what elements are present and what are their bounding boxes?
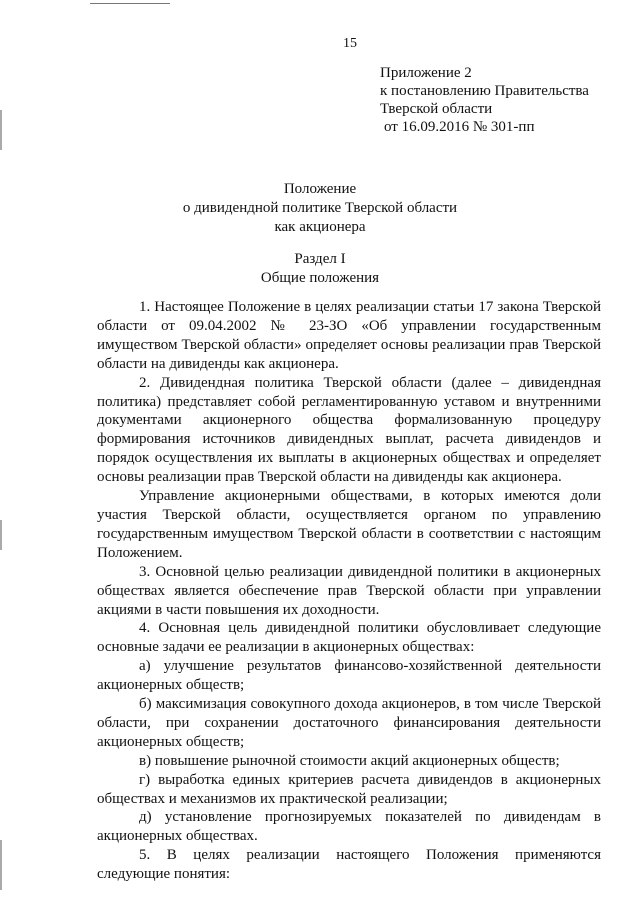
left-edge-mark <box>0 520 2 550</box>
title-line: о дивидендной политике Тверской области <box>182 200 458 216</box>
annex-line: Приложение 2 <box>380 65 472 81</box>
list-item: д) установление прогнозируемых показателей по дивидендам в акционерных обществах. <box>97 809 601 845</box>
title-line: Положение <box>283 181 357 197</box>
paragraph: 3. Основной целью реализации дивидендной политики в акционерных обществах является обеспечение прав Тверской области при управлении акциями в части повышения их доходности. <box>97 563 601 618</box>
left-edge-mark <box>0 110 2 150</box>
title-line: как акционера <box>274 219 366 235</box>
annex-date: от 16.09.2016 № 301-пп <box>384 119 535 135</box>
body-text <box>97 298 601 884</box>
paragraph: 1. Настоящее Положение в целях реализации статьи 17 закона Тверской области от 09.04.2002 № 23-ЗО «Об управлении государственным имуществом Тверской области» определяет основы реализации прав Тверской области на дивиденды как акционера. <box>97 299 601 372</box>
section-heading <box>0 250 640 288</box>
page-number: 15 <box>343 36 357 51</box>
list-item: б) максимизация совокупного дохода акционеров, в том числе Тверской области, при сохранении достаточного финансирования деятельности акционерных обществ; <box>97 696 601 750</box>
top-scan-line <box>90 3 170 4</box>
paragraph: 4. Основная цель дивидендной политики обусловливает следующие основные задачи ее реализации в акционерных обществах: <box>97 620 601 656</box>
list-item: а) улучшение результатов финансово-хозяйственной деятельности акционерных обществ; <box>97 658 601 694</box>
annex-header <box>380 64 589 136</box>
section-name: Общие положения <box>260 270 380 286</box>
section-number: Раздел I <box>294 251 346 267</box>
paragraph: Управление акционерными обществами, в которых имеются доли участия Тверской области, осуществляется органом по управлению государственным имуществом Тверской области в соответствии с настоящим Положением. <box>97 488 601 561</box>
paragraph: 5. В целях реализации настоящего Положения применяются следующие понятия: <box>97 847 601 883</box>
left-edge-mark <box>0 840 2 890</box>
paragraph: 2. Дивидендная политика Тверской области (далее – дивидендная политика) представляет собой регламентированную уставом и внутренними документами акционерного общества формализованную процедуру формирования источников дивидендных выплат, расчета дивидендов и порядок осуществления их выплаты в акционерных обществах и определяет основы реализации прав Тверской области на дивиденды как акционера. <box>97 374 601 486</box>
annex-line: к постановлению Правительства <box>380 83 589 99</box>
list-item: г) выработка единых критериев расчета дивидендов в акционерных обществах и механизмов их практической реализации; <box>97 771 601 807</box>
document-title <box>0 180 640 237</box>
annex-line: Тверской области <box>380 101 493 117</box>
list-item: в) повышение рыночной стоимости акций акционерных обществ; <box>139 752 560 769</box>
